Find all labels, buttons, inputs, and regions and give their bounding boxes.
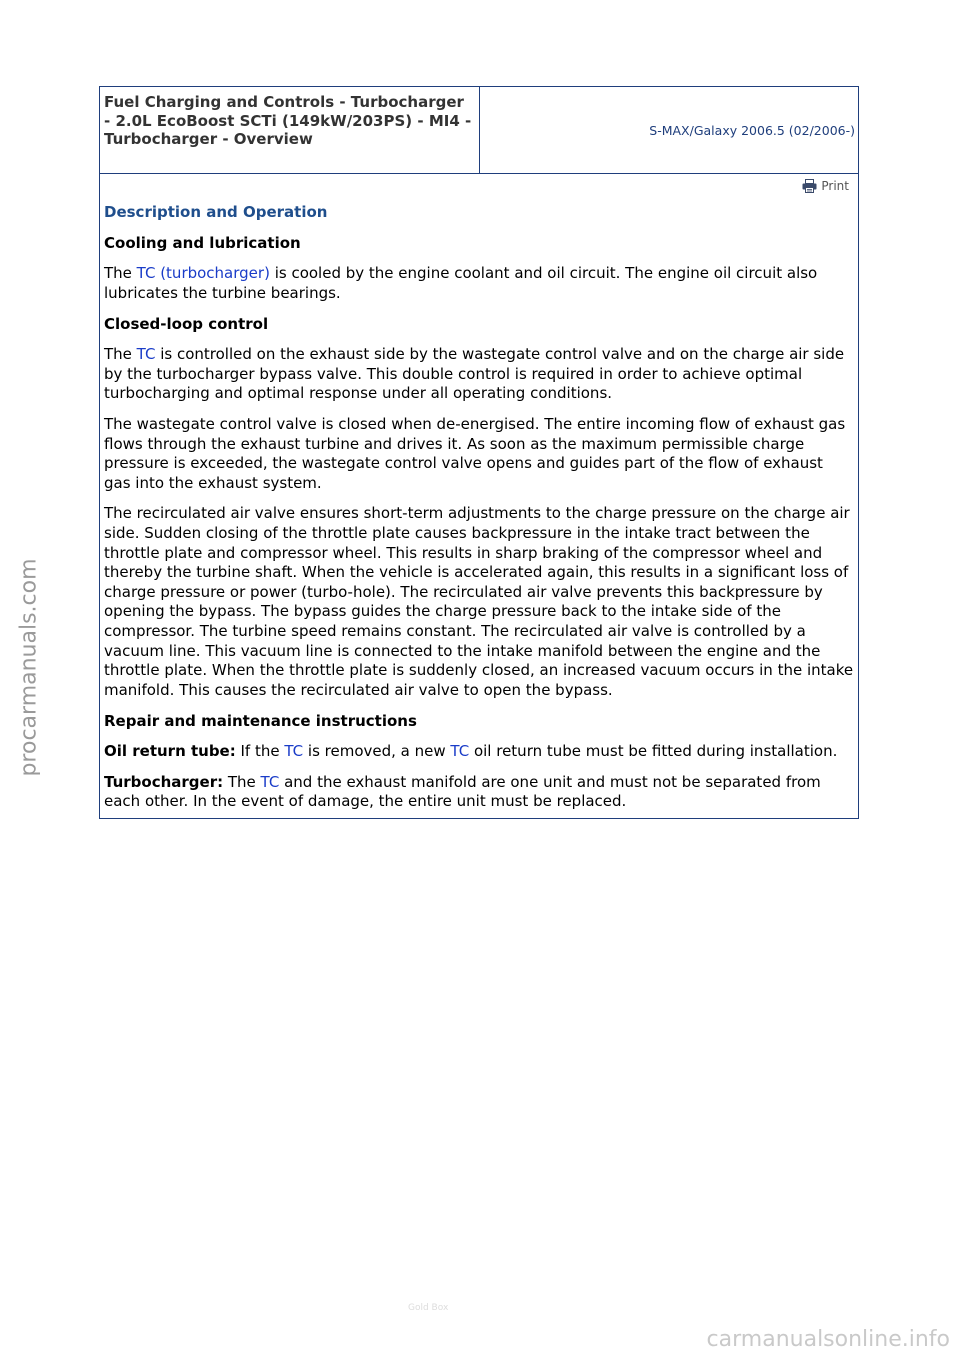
side-watermark	[14, 557, 44, 777]
heading-repair: Repair and maintenance instructions	[104, 712, 417, 731]
paragraph-closed-loop-3: The recirculated air valve ensures short-term adjustments to the charge pressure on the charge air side. Sudden closing of the throttle plate causes backpressure in the intake tract between the throttle plate and compressor wheel. This results in sharp braking of the compressor wheel and thereby the turbine shaft. When the vehicle is accelerated again, this results in a significant loss of charge pressure or power (turbo-hole). The recirculated air valve prevents this backpressure by opening the bypass. The bypass guides the charge pressure back to the intake side of the compressor. The turbine speed remains constant. The recirculated air valve is controlled by a vacuum line. This vacuum line is connected to the intake manifold between the engine and the throttle plate. When the throttle plate is suddenly closed, an increased vacuum occurs in the intake manifold. This causes the recirculated air valve to open the bypass.	[104, 504, 854, 699]
text: is controlled on the exhaust side by the wastegate control valve and on the charge air side by the turbocharger bypass valve. This double control is required in order to achieve optimal turbocharging and optimal response under all operating conditions.	[104, 345, 845, 403]
paragraph-closed-loop-1	[104, 345, 854, 404]
heading-closed-loop: Closed-loop control	[104, 315, 269, 334]
paragraph-turbocharger	[104, 773, 854, 812]
tc-link[interactable]: TC	[136, 345, 156, 364]
text: If the	[235, 742, 285, 761]
vehicle-model: S-MAX/Galaxy 2006.5 (02/2006-)	[649, 122, 855, 138]
turbocharger-label: Turbocharger:	[104, 772, 224, 791]
text: The	[223, 772, 261, 791]
oil-return-label: Oil return tube:	[104, 742, 236, 761]
paragraph-closed-loop-2: The wastegate control valve is closed when de-energised. The entire incoming flow of exhaust gas flows through the exhaust turbine and drives it. As soon as the maximum permissible charge pressure is exceeded, the wastegate control valve opens and guides part of the flow of exhaust gas into the exhaust system.	[104, 414, 846, 492]
footer-mark: Gold Box	[408, 1303, 449, 1313]
text: and the exhaust manifold are one unit and must not be separated from each other. In the event of damage, the entire unit must be replaced.	[104, 772, 821, 811]
text: is removed, a new	[303, 742, 451, 761]
content-body	[100, 174, 858, 818]
text: is cooled by the engine coolant and oil circuit. The engine oil circuit also lubricates the turbine bearings.	[104, 264, 818, 302]
tc-link[interactable]: TC (turbocharger)	[136, 264, 270, 282]
print-button[interactable]	[802, 179, 849, 193]
page-title: Fuel Charging and Controls - Turbocharger - 2.0L EcoBoost SCTi (149kW/203PS) - MI4 - Turbocharger - Overview	[100, 87, 480, 173]
paragraph-cooling	[104, 264, 854, 303]
header-row	[100, 87, 858, 174]
text: The	[104, 264, 137, 282]
bottom-watermark: carmanualsonline.info	[706, 1327, 950, 1352]
heading-cooling: Cooling and lubrication	[104, 234, 301, 252]
printer-icon	[802, 179, 817, 193]
side-watermark-text: procarmanuals.com	[16, 557, 42, 777]
document-frame	[99, 86, 859, 819]
text: oil return tube must be fitted during installation.	[469, 742, 838, 761]
tc-link[interactable]: TC	[450, 742, 470, 761]
paragraph-oil-return-tube	[104, 742, 854, 762]
print-label: Print	[821, 179, 849, 193]
tc-link[interactable]: TC	[284, 742, 304, 761]
section-title: Description and Operation	[104, 203, 328, 221]
text: The	[104, 345, 137, 364]
tc-link[interactable]: TC	[260, 772, 280, 791]
